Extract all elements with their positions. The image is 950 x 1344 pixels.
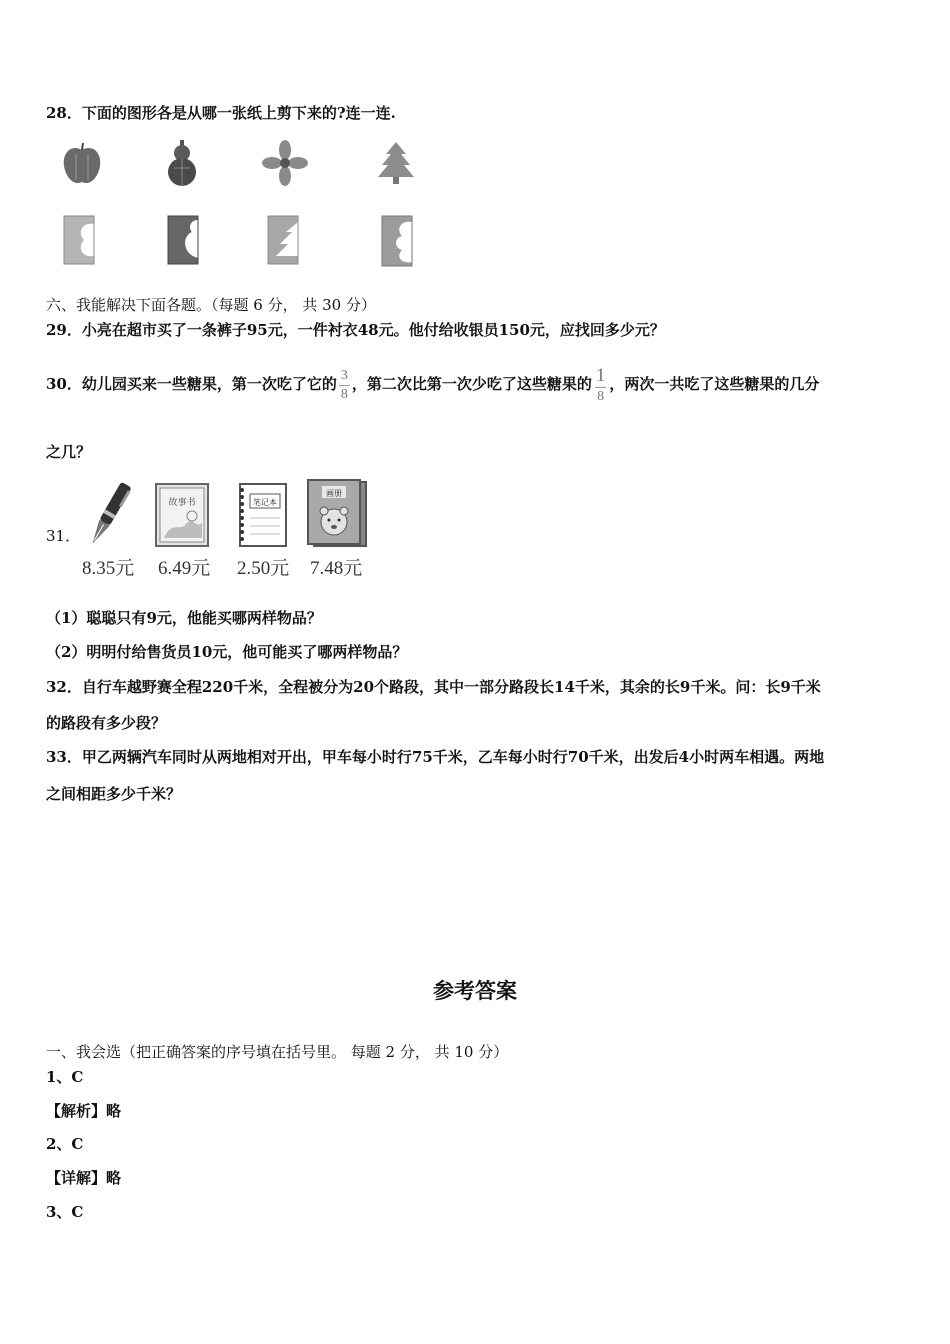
apple-shape-icon — [58, 140, 106, 188]
fountain-pen-icon — [84, 478, 134, 552]
folded-paper-gourd-icon — [166, 214, 200, 266]
answers-section-1: 一、我会选（把正确答案的序号填在括号里。 每题 2 分， 共 10 分） — [46, 1043, 509, 1061]
fraction-3-8: $\frac{3}{8}$ — [340, 367, 348, 402]
tree-shape-icon — [374, 140, 418, 186]
question-33-line1: 33．甲乙两辆汽车同时从两地相对开出，甲车每小时行75千米，乙车每小时行70千米，出发后4小时两车相遇。两地 — [46, 748, 825, 766]
notebook-title: 笔记本 — [253, 498, 277, 507]
folded-paper-tree-icon — [266, 214, 300, 266]
folded-paper-apple-icon — [62, 214, 96, 266]
question-29: 29．小亮在超市买了一条裤子95元，一件衬衣48元。他付给收银员150元，应找回多少元？ — [46, 321, 665, 339]
question-30-part1: 30．幼儿园买来一些糖果，第一次吃了它的 — [46, 375, 337, 393]
answer-2-note: 【详解】略 — [46, 1169, 122, 1187]
fraction-1-8: $\frac{1}{8}$ — [595, 365, 606, 404]
answer-3: 3、C — [46, 1203, 84, 1221]
question-31-label: 31． — [46, 527, 81, 545]
answer-2: 2、C — [46, 1135, 84, 1153]
question-30 — [46, 366, 819, 404]
story-book-icon — [152, 480, 214, 550]
question-32-line2: 的路段有多少段？ — [46, 714, 167, 732]
question-30-part3: ，两次一共吃了这些糖果的几分 — [609, 375, 820, 393]
picture-album-icon — [304, 476, 370, 552]
question-31-sub2: （2）明明付给售货员10元，他可能买了哪两样物品？ — [46, 643, 408, 661]
answers-heading: 参考答案 — [433, 979, 517, 1003]
question-32-line1: 32．自行车越野赛全程220千米，全程被分为20个路段，其中一部分路段长14千米，其余的长9千米。问：长9千米 — [46, 678, 821, 696]
flower-shape-icon — [262, 140, 308, 186]
answer-1-note: 【解析】略 — [46, 1102, 122, 1120]
question-30-part2: ，第二次比第一次少吃了这些糖果的 — [351, 375, 592, 393]
question-33-line2: 之间相距多少千米？ — [46, 785, 182, 803]
story-book-title: 故事书 — [168, 498, 196, 508]
price-pen: 8.35元 — [82, 558, 135, 579]
gourd-shape-icon — [160, 138, 204, 188]
notebook-icon — [234, 480, 290, 550]
question-31-sub1: （1）聪聪只有9元，他能买哪两样物品？ — [46, 609, 322, 627]
section-6-title: 六、我能解决下面各题。（每题 6 分， 共 30 分） — [46, 296, 376, 314]
album-title: 画册 — [326, 489, 342, 498]
price-album: 7.48元 — [310, 558, 363, 579]
folded-paper-flower-icon — [380, 214, 414, 268]
price-story-book: 6.49元 — [158, 558, 211, 579]
question-30-continued: 之几？ — [46, 443, 92, 461]
price-notebook: 2.50元 — [237, 558, 290, 579]
question-28: 28．下面的图形各是从哪一张纸上剪下来的?连一连. — [46, 104, 396, 122]
answer-1: 1、C — [46, 1068, 84, 1086]
